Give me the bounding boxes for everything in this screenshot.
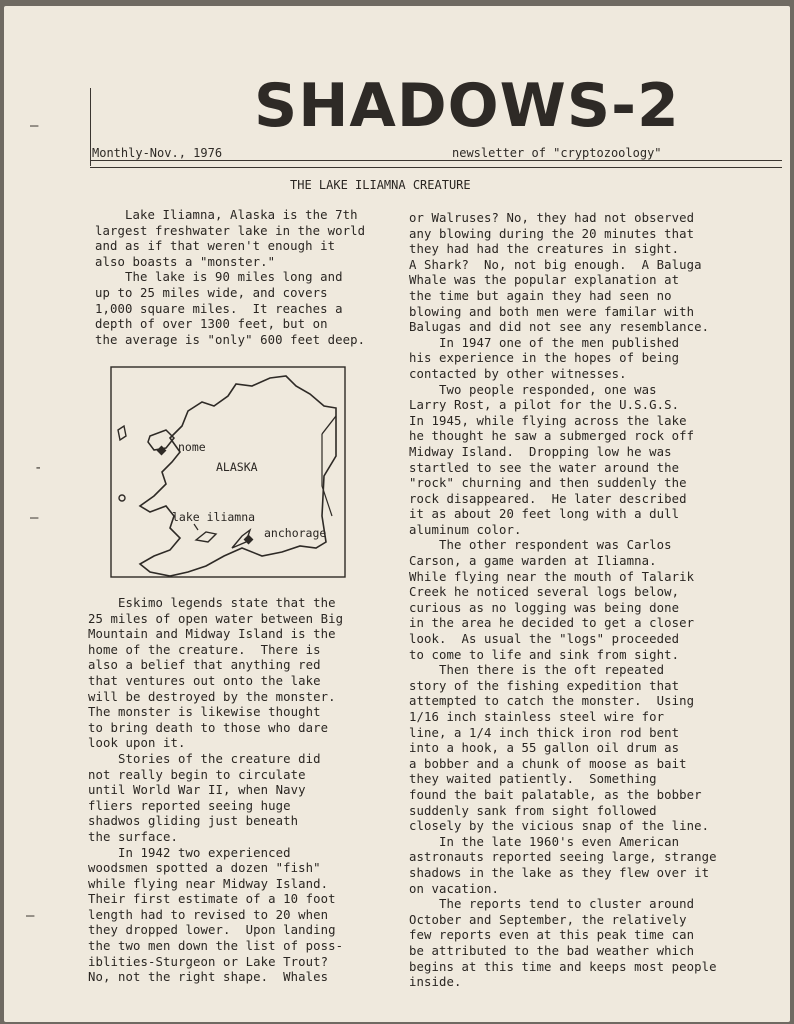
border-line [322, 434, 332, 516]
text-line: to come to life and sink from sight. [409, 647, 680, 662]
text-line: largest freshwater lake in the world [95, 223, 366, 238]
text-line: they waited patiently. Something [409, 772, 657, 787]
text-line: Lake Iliamna, Alaska is the 7th [95, 208, 358, 222]
text-line: 25 miles of open water between Big [88, 611, 344, 626]
text-line: he thought he saw a submerged rock off [409, 429, 695, 444]
map-label-lake-iliamna: lake iliamna [172, 510, 256, 524]
lake-iliamna-shape [196, 532, 216, 542]
text-line: rock disappeared. He later described [409, 491, 687, 506]
text-line: Creek he noticed several logs below, [409, 585, 680, 600]
small-island-outline [119, 495, 125, 501]
text-line: A Shark? No, not big enough. A Baluga [409, 257, 702, 272]
text-line: while flying near Midway Island. [88, 876, 329, 891]
text-line: the surface. [88, 829, 179, 844]
text-line: woodsmen spotted a dozen "fish" [88, 861, 321, 876]
text-line: No, not the right shape. Whales [88, 970, 329, 985]
map-label-nome: nome [178, 440, 206, 454]
text-line: Stories of the creature did [88, 751, 321, 766]
text-line: will be destroyed by the monster. [88, 689, 336, 704]
text-line: In 1947 one of the men published [409, 335, 680, 350]
text-line: attempted to catch the monster. Using [409, 694, 695, 709]
text-line: Midway Island. Dropping low he was [409, 444, 672, 459]
text-line: line, a 1/4 inch thick iron rod bent [409, 725, 680, 740]
text-line: blowing and both men were familar with [409, 304, 695, 319]
text-line: look upon it. [88, 736, 186, 751]
header-rule-top [90, 160, 782, 161]
text-line: 1,000 square miles. It reaches a [95, 301, 343, 316]
text-line: In 1945, while flying across the lake [409, 413, 687, 428]
text-line: the time but again they had seen no [409, 288, 672, 303]
text-line: The reports tend to cluster around [409, 897, 695, 912]
text-line: in the area he decided to get a closer [409, 616, 695, 631]
text-line: until World War II, when Navy [88, 783, 306, 798]
text-line: into a hook, a 55 gallon oil drum as [409, 741, 680, 756]
map-label-anchorage: anchorage [264, 526, 327, 540]
text-line: his experience in the hopes of being [409, 351, 680, 366]
header-rule-bottom [90, 167, 782, 168]
text-line: story of the fishing expedition that [409, 678, 680, 693]
right-column-body [409, 211, 717, 991]
text-line: Mountain and Midway Island is the [88, 627, 336, 642]
header-vertical-rule [90, 88, 91, 166]
text-line: "rock" churning and then suddenly the [409, 476, 687, 491]
text-line: not really begin to circulate [88, 767, 306, 782]
text-line: astronauts reported seeing large, strange [409, 850, 717, 865]
text-line: shadows in the lake as they flew over it [409, 865, 710, 880]
text-line: also boasts a "monster." [95, 254, 276, 269]
text-line: Two people responded, one was [409, 382, 657, 397]
text-line: they dropped lower. Upon landing [88, 923, 336, 938]
text-line: In the late 1960's even American [409, 834, 680, 849]
border-line-upper [322, 416, 336, 434]
text-line: the average is "only" 600 feet deep. [95, 332, 366, 347]
text-line: suddenly sank from sight followed [409, 803, 657, 818]
text-line: aluminum color. [409, 522, 522, 537]
staple-mark-top: – [30, 118, 39, 134]
text-line: also a belief that anything red [88, 658, 321, 673]
text-line: be attributed to the bad weather which [409, 943, 695, 958]
text-line: Larry Rost, a pilot for the U.S.G.S. [409, 398, 680, 413]
newsletter-tagline: newsletter of "cryptozoology" [452, 146, 662, 160]
text-line: Their first estimate of a 10 foot [88, 892, 336, 907]
text-line: up to 25 miles wide, and covers [95, 285, 328, 300]
text-line: that ventures out onto the lake [88, 673, 321, 688]
punch-mark-middle: - [34, 460, 43, 476]
issue-date: Monthly-Nov., 1976 [92, 146, 223, 160]
text-line: on vacation. [409, 881, 500, 896]
text-line: closely by the vicious snap of the line. [409, 819, 710, 834]
text-line: fliers reported seeing huge [88, 798, 291, 813]
text-line: the two men down the list of poss- [88, 939, 344, 954]
article-title: THE LAKE ILIAMNA CREATURE [290, 178, 471, 192]
text-line: look. As usual the "logs" proceeded [409, 632, 680, 647]
left-column-intro [95, 208, 365, 348]
text-line: curious as no logging was being done [409, 600, 680, 615]
text-line: home of the creature. There is [88, 642, 321, 657]
staple-mark-bottom: — [26, 908, 35, 924]
text-line: Whale was the popular explanation at [409, 273, 680, 288]
alaska-map [110, 366, 346, 578]
nome-marker [157, 446, 167, 456]
text-line: 1/16 inch stainless steel wire for [409, 710, 665, 724]
text-line: contacted by other witnesses. [409, 366, 627, 381]
text-line: Then there is the oft repeated [409, 663, 665, 678]
lake-pointer [194, 524, 198, 530]
text-line: The monster is likewise thought [88, 705, 321, 720]
text-line: found the bait palatable, as the bobber [409, 787, 702, 802]
left-column-body [88, 596, 343, 986]
island-outline [118, 426, 126, 440]
text-line: October and September, the relatively [409, 912, 687, 927]
text-line: Eskimo legends state that the [88, 596, 336, 610]
text-line: Balugas and did not see any resemblance. [409, 320, 710, 335]
text-line: startled to see the water around the [409, 460, 680, 475]
text-line: or Walruses? No, they had not observed [409, 211, 695, 225]
text-line: The other respondent was Carlos [409, 538, 672, 553]
text-line: In 1942 two experienced [88, 845, 291, 860]
map-label-alaska: ALASKA [216, 460, 258, 474]
text-line: Carson, a game warden at Iliamna. [409, 554, 657, 569]
text-line: While flying near the mouth of Talarik [409, 569, 695, 584]
text-line: few reports even at this peak time can [409, 928, 695, 943]
text-line: inside. [409, 975, 462, 990]
text-line: length had to revised to 20 when [88, 907, 329, 922]
text-line: a bobber and a chunk of moose as bait [409, 756, 687, 771]
text-line: depth of over 1300 feet, but on [95, 317, 328, 332]
text-line: it as about 20 feet long with a dull [409, 507, 680, 522]
text-line: they had had the creatures in sight. [409, 242, 680, 257]
text-line: to bring death to those who dare [88, 720, 329, 735]
staple-mark-middle: – [30, 510, 39, 526]
masthead-title: SHADOWS-2 [254, 71, 680, 141]
text-line: shadwos gliding just beneath [88, 814, 299, 829]
text-line: The lake is 90 miles long and [95, 270, 343, 285]
text-line: begins at this time and keeps most people [409, 959, 717, 974]
text-line: any blowing during the 20 minutes that [409, 226, 695, 241]
text-line: iblities-Sturgeon or Lake Trout? [88, 954, 329, 969]
text-line: and as if that weren't enough it [95, 239, 336, 254]
